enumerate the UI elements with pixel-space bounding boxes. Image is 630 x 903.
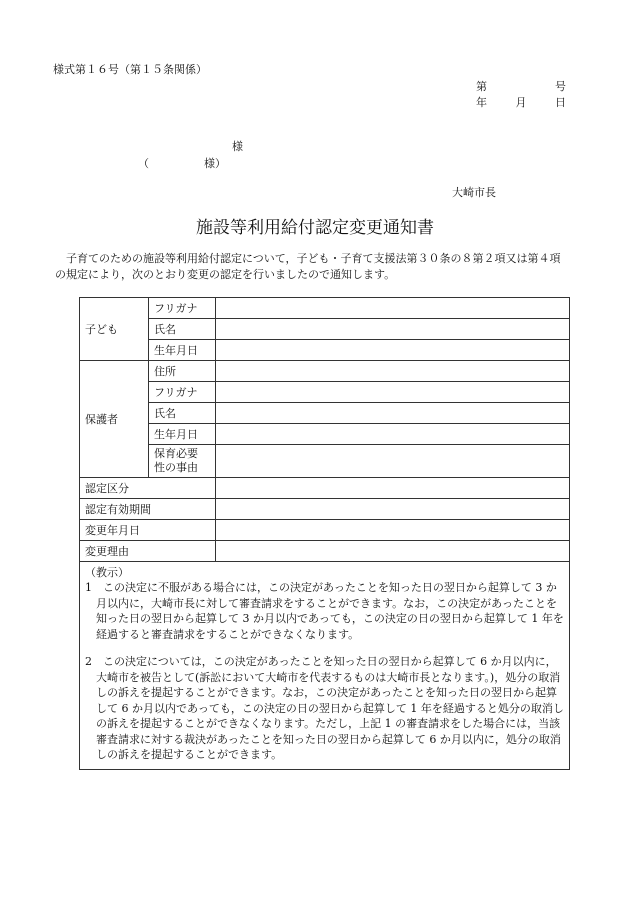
childcare-necessity-label <box>149 445 216 478</box>
instruction-item-1: 1 この決定に不服がある場合には，この決定があったことを知った日の翌日から起算して 3 か月以内に，大崎市長に対して審査請求をすることができます。なお，この決定があったことを知った日の翌日から起算して 3 か月以内であっても，この決定の日の翌日から起算して 1 年を経過すると審査請求をすることができなくなります。 <box>85 581 564 641</box>
childcare-necessity-line1: 保育必要 <box>154 447 198 460</box>
document-title: 施設等利用給付認定変更通知書 <box>196 218 434 238</box>
number-suffix: 号 <box>555 80 566 93</box>
date-month: 月 <box>515 96 527 109</box>
child-furigana-field[interactable] <box>216 298 570 319</box>
date-year: 年 <box>476 96 487 109</box>
instructions-title: （教示） <box>85 566 129 579</box>
child-birthdate-label: 生年月日 <box>149 340 216 361</box>
instruction-item-2: 2 この決定については，この決定があったことを知った日の翌日から起算して 6 か月以内に，大崎市を被告として(訴訟において大崎市を代表するものは大崎市長となります。)，処分の取消しの訴えを提起することができます。なお，この決定があったことを知った日の翌日から起算して 6 か月以内であっても，この決定の日の翌日から起算して 1 年を経過すると処分の取消しの訴えを提起することができなくなります。ただし，上記 1 の審査請求をした場合には，当該審査請求に対する裁決があったことを知った日の翌日から起算して 6 か月以内に，処分の取消しの訴えを提起することができます。 <box>85 655 564 761</box>
guardian-address-label: 住所 <box>149 361 216 382</box>
addressee-guardian: （ 様） <box>138 157 226 170</box>
guardian-name-label: 氏名 <box>149 403 216 424</box>
number-prefix: 第 <box>476 80 487 93</box>
child-birthdate-field[interactable] <box>216 340 570 361</box>
guardian-birthdate-field[interactable] <box>216 424 570 445</box>
notice-body-text: 子育てのための施設等利用給付認定について，子ども・子育て支援法第３０条の８第２項又は第４項の規定により，次のとおり変更の認定を行いましたので通知します。 <box>55 252 561 281</box>
cert-category-field[interactable] <box>216 478 570 499</box>
cert-category-label: 認定区分 <box>80 478 216 499</box>
child-furigana-label: フリガナ <box>149 298 216 319</box>
certification-table <box>79 297 570 770</box>
change-reason-label: 変更理由 <box>80 541 216 562</box>
valid-period-label: 認定有効期間 <box>80 499 216 520</box>
instruction-spacer <box>85 642 564 654</box>
child-name-label: 氏名 <box>149 319 216 340</box>
child-name-field[interactable] <box>216 319 570 340</box>
document-date-line <box>476 96 566 110</box>
child-group-label: 子ども <box>80 298 149 361</box>
notice-body <box>55 251 569 282</box>
guardian-name-field[interactable] <box>216 403 570 424</box>
change-reason-field[interactable] <box>216 541 570 562</box>
issuer-name: 大崎市長 <box>452 186 496 199</box>
change-date-label: 変更年月日 <box>80 520 216 541</box>
guardian-group-label: 保護者 <box>80 361 149 478</box>
addressee-honorific: 様 <box>232 140 243 153</box>
change-date-field[interactable] <box>216 520 570 541</box>
guardian-furigana-label: フリガナ <box>149 382 216 403</box>
guardian-birthdate-label: 生年月日 <box>149 424 216 445</box>
valid-period-field[interactable] <box>216 499 570 520</box>
date-day: 日 <box>555 96 566 109</box>
document-number-line <box>476 80 566 94</box>
childcare-necessity-line2: 性の事由 <box>154 461 198 474</box>
guardian-furigana-field[interactable] <box>216 382 570 403</box>
childcare-necessity-field[interactable] <box>216 445 570 478</box>
guardian-address-field[interactable] <box>216 361 570 382</box>
form-number-label: 様式第１６号（第１５条関係） <box>53 63 207 76</box>
instructions-section <box>80 562 570 770</box>
